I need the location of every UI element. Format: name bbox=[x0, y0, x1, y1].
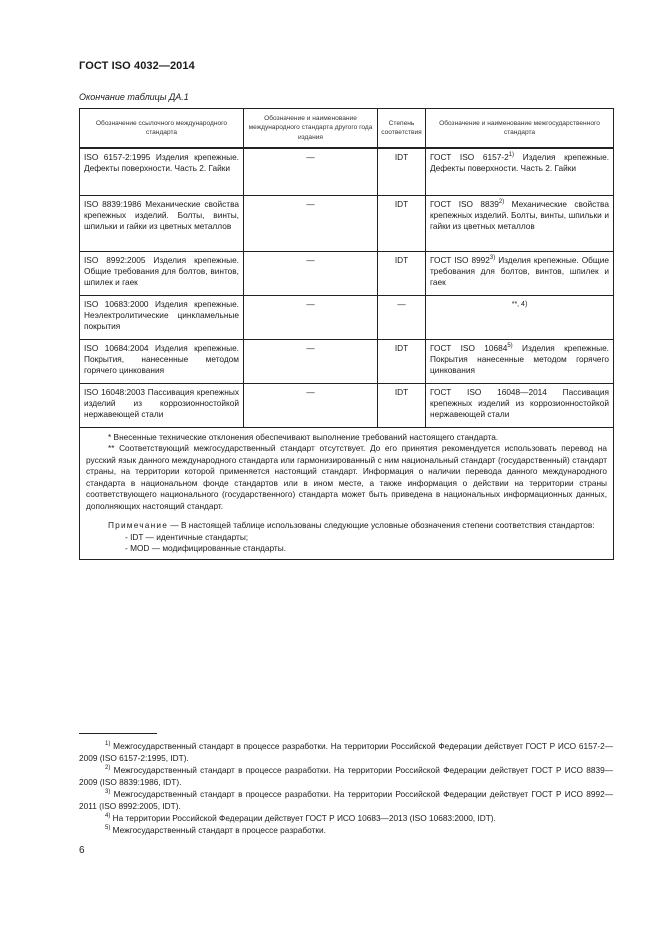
table-row bbox=[80, 195, 614, 251]
cell-gost: **, 4) bbox=[426, 295, 614, 339]
gost-title: Механические свойства крепежных изделий. Болты, винты, шпильки и гайки из цветных металлов bbox=[430, 198, 609, 231]
note-item-mod: - MOD — модифицированные стандарты. bbox=[125, 543, 287, 553]
footnote-mark: 4) bbox=[105, 813, 111, 820]
column-header-other: Обозначение и наименование международного стандарта другого года издания bbox=[244, 109, 378, 149]
table-header-row bbox=[80, 109, 614, 149]
standards-table bbox=[79, 108, 614, 560]
page-number: 6 bbox=[79, 845, 85, 856]
gost-id: ГОСТ ISO 10684 bbox=[430, 342, 508, 353]
note-star-2: ** Соответствующий межгосударственный стандарт отсутствует. До его принятия рекомендуется использовать перевод на русский язык данного международного стандарта или гармонизированный с ним национальный стандарт (государственный) стандарт страны, на территории которой применяется настоящий стандарт. Информация о наличии перевода данного международного стандарта в национальном фонде стандартов или в ином месте, а также информация о действии на территории страны соответствующего национального (государственного) стандарта может быть приведена в национальных информационных данных, дополняющих настоящий стандарт. bbox=[86, 443, 607, 511]
table-row bbox=[80, 251, 614, 295]
table-row bbox=[80, 295, 614, 339]
cell-degree: IDT bbox=[378, 251, 426, 295]
cell-other: — bbox=[244, 339, 378, 383]
table-row bbox=[80, 148, 614, 195]
document-header: ГОСТ ISO 4032—2014 bbox=[79, 60, 195, 72]
cell-ref: ISO 8992:2005 Изделия крепежные. Общие требования для болтов, винтов, шпилек и гаек bbox=[80, 251, 244, 295]
cell-gost bbox=[426, 148, 614, 195]
note-primechanie bbox=[86, 520, 607, 532]
footnote-mark: 3) bbox=[489, 254, 496, 261]
gost-title: Изделия крепежные. Дефекты поверхности. Часть 2. Гайки bbox=[430, 152, 609, 173]
gost-title: Изделия крепежные. Общие требования для болтов, винтов, шпилек и гаек bbox=[430, 254, 609, 287]
table-caption: Окончание таблицы ДА.1 bbox=[79, 92, 189, 102]
footnote-mark: 1) bbox=[508, 152, 515, 159]
footnote-mark: 5) bbox=[507, 342, 513, 349]
gost-id: ГОСТ ISO 8839 bbox=[430, 198, 499, 209]
cell-degree: IDT bbox=[378, 148, 426, 195]
cell-degree: IDT bbox=[378, 339, 426, 383]
cell-other: — bbox=[244, 148, 378, 195]
footnote-mark: 3) bbox=[105, 789, 111, 796]
footnote-mark: 1) bbox=[105, 741, 111, 748]
footnote bbox=[79, 812, 613, 824]
cell-other: — bbox=[244, 195, 378, 251]
note-star-1: * Внесенные технические отклонения обеспечивают выполнение требований настоящего стандарта. bbox=[108, 431, 499, 442]
note-item-idt: - IDT — идентичные стандарты; bbox=[125, 531, 249, 542]
cell-degree: IDT bbox=[378, 195, 426, 251]
column-header-ref: Обозначение ссылочного международного стандарта bbox=[80, 109, 244, 149]
footnote bbox=[79, 740, 613, 764]
cell-ref: ISO 16048:2003 Пассивация крепежных изделий из коррозионностойкой нержавеющей стали bbox=[80, 383, 244, 427]
footnote-text: Межгосударственный стандарт в процессе разработки. На территории Российской Федерации действует ГОСТ Р ИСО 8839—2009 (ISO 8839:1986, IDT). bbox=[79, 765, 613, 787]
footnote-separator bbox=[79, 733, 157, 734]
gost-id: ГОСТ ISO 8992 bbox=[430, 254, 490, 265]
footnote-mark: 2) bbox=[105, 765, 111, 772]
cell-other: — bbox=[244, 383, 378, 427]
footnote-mark: 2) bbox=[498, 198, 505, 205]
cell-degree: — bbox=[378, 295, 426, 339]
table-notes bbox=[80, 427, 614, 559]
footnote-text: Межгосударственный стандарт в процессе разработки. На территории Российской Федерации действует ГОСТ Р ИСО 8992—2011 (ISO 8992:2005, IDT). bbox=[79, 789, 613, 811]
cell-gost: ГОСТ ISO 16048—2014 Пассивация крепежных изделий из коррозионностойкой нержавеющей стали bbox=[426, 383, 614, 427]
gost-id: ГОСТ ISO 6157-2 bbox=[430, 152, 509, 162]
footnote-text: Межгосударственный стандарт в процессе разработки. На территории Российской Федерации действует ГОСТ Р ИСО 6157-2—2009 (ISO 6157-2:1995, IDT). bbox=[79, 741, 613, 763]
cell-other: — bbox=[244, 295, 378, 339]
note-text: — В настоящей таблице использованы следующие условные обозначения степени соответствия стандартов: bbox=[168, 520, 595, 530]
table-notes-row bbox=[80, 427, 614, 559]
column-header-gost: Обозначение и наименование межгосударственного стандарта bbox=[426, 109, 614, 149]
column-header-degree: Степень соответствия bbox=[378, 109, 426, 149]
note-label: Примечание bbox=[108, 520, 169, 530]
footnotes bbox=[79, 740, 613, 836]
cell-ref: ISO 10684:2004 Изделия крепежные. Покрытия, нанесенные методом горячего цинкования bbox=[80, 339, 244, 383]
cell-ref: ISO 8839:1986 Механические свойства крепежных изделий. Болты, винты, шпильки и гайки из цветных металлов bbox=[80, 195, 244, 251]
footnote-text: На территории Российской Федерации действует ГОСТ Р ИСО 10683—2013 (ISO 10683:2000, IDT). bbox=[110, 813, 496, 823]
cell-gost bbox=[426, 251, 614, 295]
cell-gost bbox=[426, 195, 614, 251]
cell-other: — bbox=[244, 251, 378, 295]
cell-gost bbox=[426, 339, 614, 383]
gost-title: Изделия крепежные. Покрытия нанесенные методом горячего цинкования bbox=[430, 342, 609, 375]
footnote bbox=[79, 824, 613, 836]
table-row bbox=[80, 383, 614, 427]
cell-degree: IDT bbox=[378, 383, 426, 427]
cell-ref: ISO 10683:2000 Изделия крепежные. Неэлектролитические цинкламельные покрытия bbox=[80, 295, 244, 339]
footnote bbox=[79, 764, 613, 788]
footnote-text: Межгосударственный стандарт в процессе разработки. bbox=[110, 825, 326, 835]
footnote bbox=[79, 788, 613, 812]
footnote-mark: 5) bbox=[105, 825, 111, 832]
table-row bbox=[80, 339, 614, 383]
cell-ref: ISO 6157-2:1995 Изделия крепежные. Дефекты поверхности. Часть 2. Гайки bbox=[80, 148, 244, 195]
